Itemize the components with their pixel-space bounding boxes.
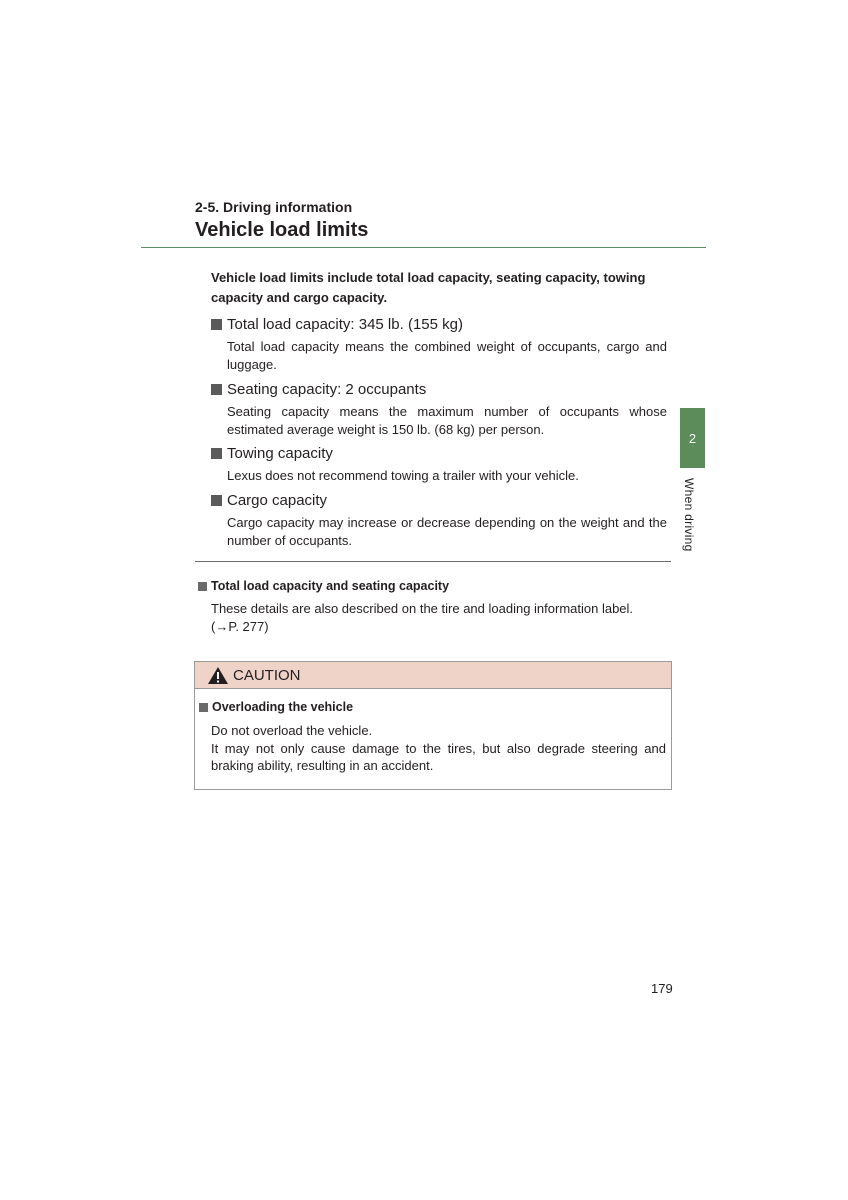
caution-subheading bbox=[199, 700, 353, 714]
item-heading-text: Seating capacity: 2 occupants bbox=[227, 381, 427, 398]
caution-line: Do not overload the vehicle. bbox=[211, 723, 373, 738]
page-number: 179 bbox=[651, 981, 673, 996]
square-bullet-icon bbox=[199, 703, 208, 712]
note-body bbox=[211, 600, 667, 635]
item-body: Seating capacity means the maximum number of occupants whose estimated average weight is 150 lb. (68 kg) per person. bbox=[227, 404, 667, 437]
caution-title: CAUTION bbox=[233, 666, 301, 684]
square-bullet-icon bbox=[211, 319, 222, 330]
chapter-label: When driving bbox=[682, 478, 696, 552]
warning-triangle-icon bbox=[207, 666, 229, 685]
square-bullet-icon bbox=[198, 582, 207, 591]
caution-box bbox=[194, 661, 672, 790]
square-bullet-icon bbox=[211, 384, 222, 395]
item-heading-text: Total load capacity: 345 lb. (155 kg) bbox=[227, 316, 463, 333]
section-divider bbox=[195, 561, 671, 562]
item-body: Total load capacity means the combined weight of occupants, cargo and luggage. bbox=[227, 339, 667, 372]
caution-subheading-text: Overloading the vehicle bbox=[212, 700, 354, 714]
item-seating bbox=[211, 381, 667, 438]
item-body: Cargo capacity may increase or decrease depending on the weight and the number of occupants. bbox=[227, 515, 667, 548]
note-line: These details are also described on the tire and loading information label. bbox=[211, 601, 634, 616]
item-heading bbox=[211, 445, 667, 462]
intro-text: Vehicle load limits include total load capacity, seating capacity, towing capacity and cargo capacity. bbox=[211, 270, 646, 305]
item-heading bbox=[211, 381, 667, 398]
section-label: 2-5. Driving information bbox=[195, 199, 353, 215]
chapter-number: 2 bbox=[688, 430, 697, 446]
item-heading bbox=[211, 492, 667, 509]
item-body: Lexus does not recommend towing a trailer with your vehicle. bbox=[227, 468, 579, 483]
item-total-load bbox=[211, 316, 667, 373]
chapter-tab[interactable] bbox=[680, 408, 705, 468]
page-reference-link[interactable]: (→P. 277) bbox=[211, 618, 269, 634]
note-heading-text: Total load capacity and seating capacity bbox=[211, 579, 450, 593]
caution-line: It may not only cause damage to the tires, but also degrade steering and braking ability, resulting in an accident. bbox=[211, 740, 666, 773]
square-bullet-icon bbox=[211, 448, 222, 459]
note-heading bbox=[198, 579, 449, 593]
caution-header bbox=[195, 662, 671, 689]
item-heading-text: Towing capacity bbox=[227, 445, 333, 462]
item-towing bbox=[211, 445, 667, 485]
item-cargo bbox=[211, 492, 667, 549]
item-heading bbox=[211, 316, 667, 333]
square-bullet-icon bbox=[211, 495, 222, 506]
item-heading-text: Cargo capacity bbox=[227, 492, 328, 509]
caution-text bbox=[211, 722, 666, 775]
page-title: Vehicle load limits bbox=[195, 219, 369, 241]
title-rule bbox=[141, 247, 706, 248]
